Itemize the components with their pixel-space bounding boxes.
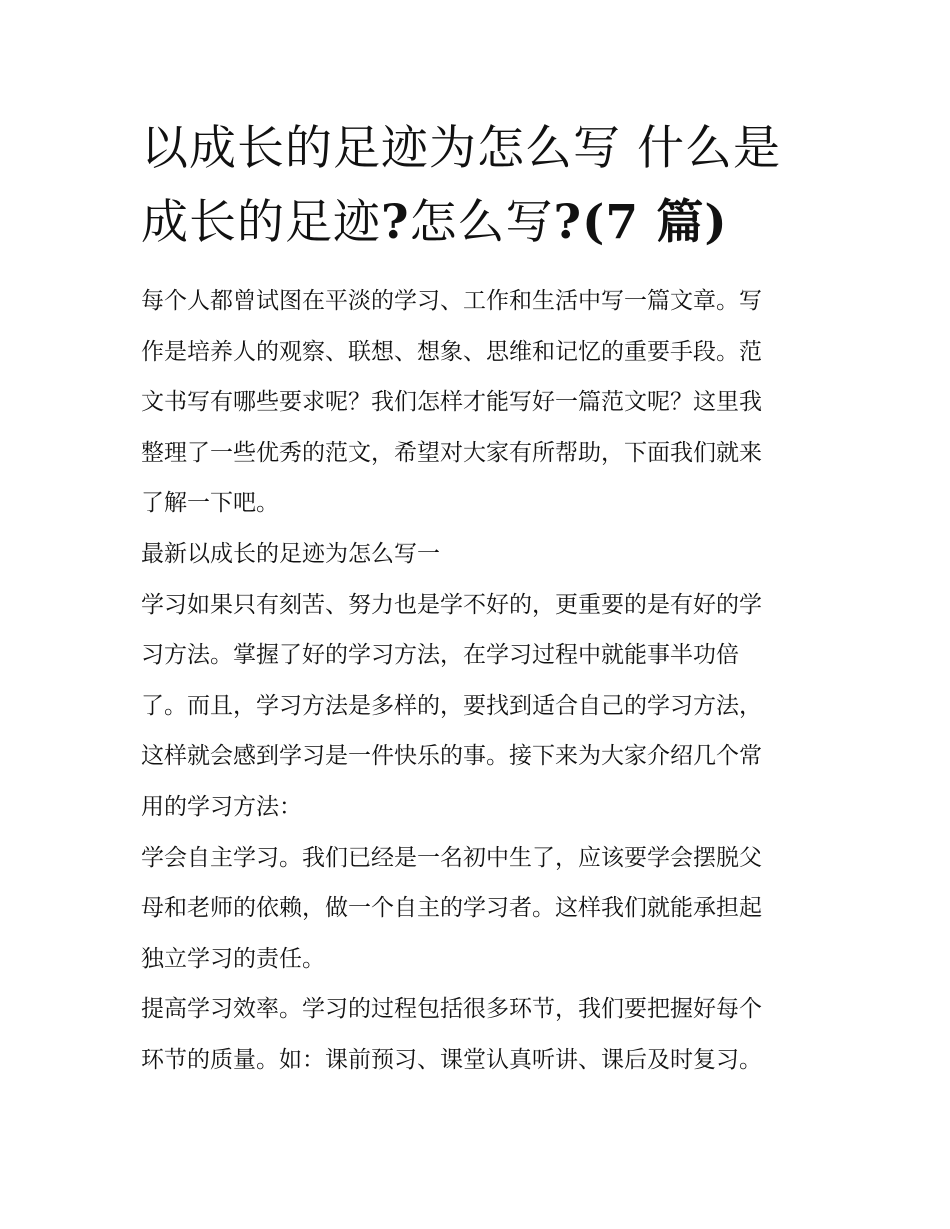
self-study-paragraph [141,833,813,985]
document-content [141,112,813,1086]
title-line-2 [141,186,813,260]
title-count: ?(7 [553,195,640,250]
title-text: 怎么写 [409,195,554,250]
title-line-1 [141,112,813,186]
text-line: 用的学习方法： [141,793,302,820]
efficiency-paragraph [141,984,813,1085]
title-count-unit: 篇) [639,195,728,250]
text-line: 这样就会感到学习是一件快乐的事。接下来为大家介绍几个常 [141,743,762,770]
text-line: 作是培养人的观察、联想、想象、思维和记忆的重要手段。范 [141,338,762,365]
title-question-mark: ? [381,195,410,250]
text-line: 母和老师的依赖，做一个自主的学习者。这样我们就能承担起 [141,895,762,922]
text-line: 最新以成长的足迹为怎么写一 [141,540,440,567]
text-line: 环节的质量。如：课前预习、课堂认真听讲、课后及时复习。 [141,1046,762,1073]
text-line: 文书写有哪些要求呢？我们怎样才能写好一篇范文呢？这里我 [141,389,762,416]
section-heading [141,529,813,580]
text-line: 习方法。掌握了好的学习方法，在学习过程中就能事半功倍 [141,642,739,669]
document-body [141,276,813,1086]
text-line: 了。而且，学习方法是多样的，要找到适合自己的学习方法， [141,692,762,719]
title-text: 成长的足迹 [141,195,381,250]
document-title [141,112,813,260]
text-line: 学会自主学习。我们已经是一名初中生了，应该要学会摆脱父 [141,844,762,871]
text-line: 了解一下吧。 [141,490,279,517]
text-line: 独立学习的责任。 [141,945,325,972]
intro-paragraph [141,276,813,529]
text-line: 每个人都曾试图在平淡的学习、工作和生活中写一篇文章。写 [141,288,762,314]
title-text: 以成长的足迹为怎么写 什么是 [141,121,781,176]
text-line: 学习如果只有刻苦、努力也是学不好的，更重要的是有好的学 [141,591,762,618]
study-method-paragraph [141,580,813,833]
text-line: 提高学习效率。学习的过程包括很多环节，我们要把握好每个 [141,996,762,1023]
text-line: 整理了一些优秀的范文，希望对大家有所帮助，下面我们就来 [141,439,762,466]
